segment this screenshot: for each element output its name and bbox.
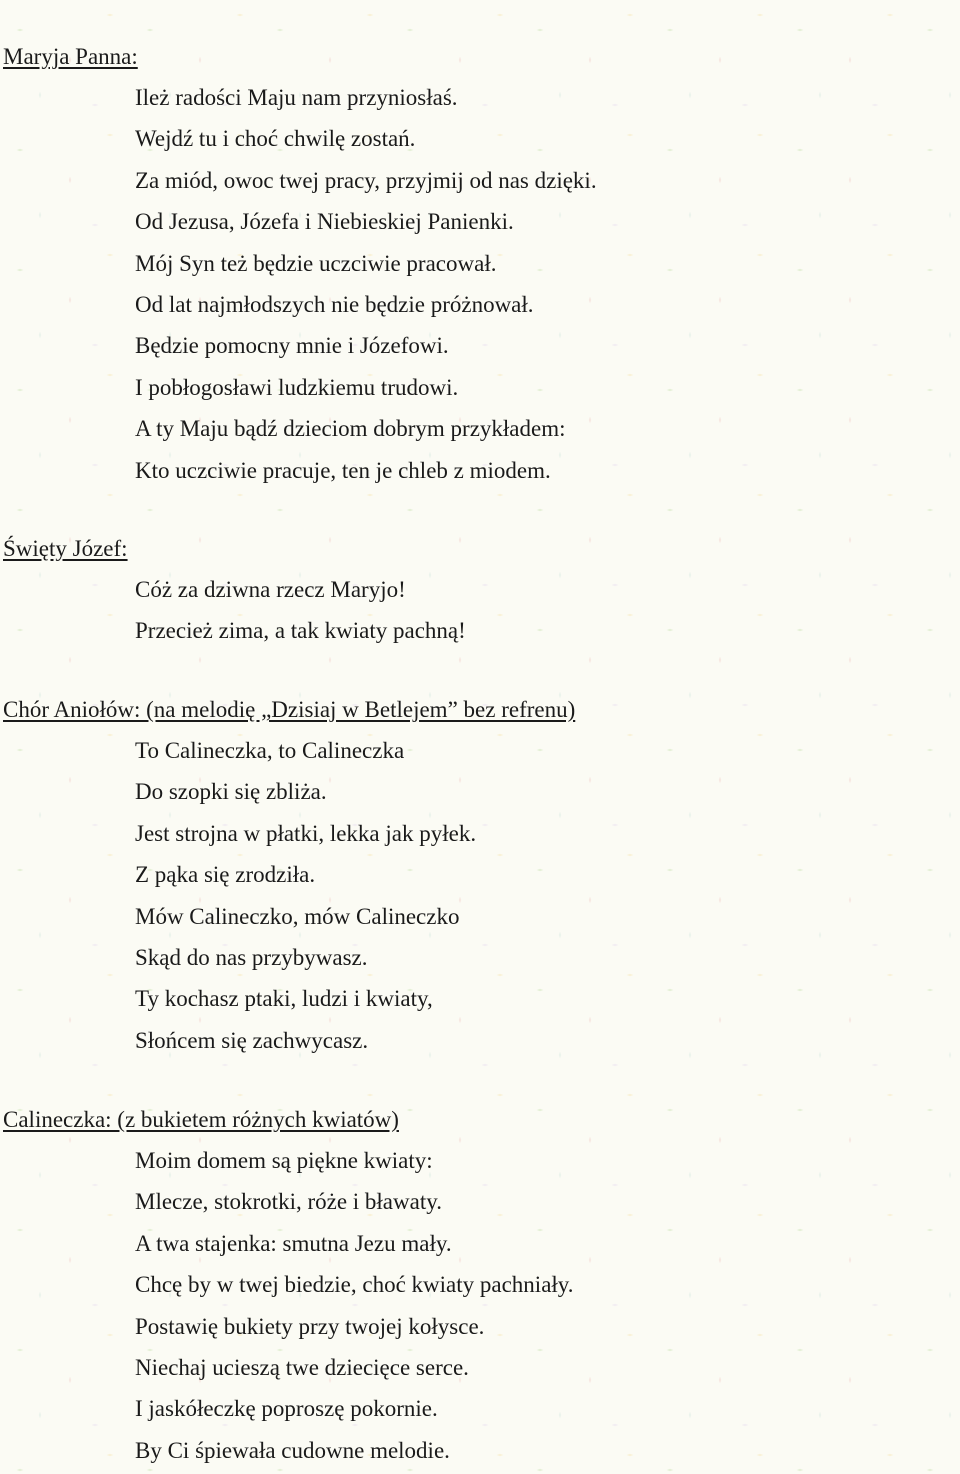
verse-line: I jaskółeczkę poproszę pokornie. — [135, 1396, 438, 1422]
verse-line: Mów Calineczko, mów Calineczko — [135, 903, 460, 929]
verse-line: Będzie pomocny mnie i Józefowi. — [135, 333, 449, 359]
verse-line: Słońcem się zachwycasz. — [135, 1027, 369, 1053]
verse-lines — [0, 77, 960, 491]
verse-lines — [0, 730, 960, 1061]
verse-line: Postawię bukiety przy twojej kołysce. — [135, 1313, 485, 1339]
verse-line: To Calineczka, to Calineczka — [135, 738, 405, 763]
verse-line: Mlecze, stokrotki, róże i bławaty. — [135, 1189, 442, 1215]
verse-line: Od Jezusa, Józefa i Niebieskiej Panienki. — [135, 209, 514, 235]
section-calineczka — [0, 1099, 960, 1471]
verse-line: By Ci śpiewała cudowne melodie. — [135, 1437, 450, 1463]
speaker-heading: Święty Józef: — [3, 536, 128, 561]
verse-line: Jest strojna w płatki, lekka jak pyłek. — [135, 820, 477, 846]
verse-line: A ty Maju bądź dzieciom dobrym przykładem: — [135, 416, 566, 442]
section-maryja-panna — [0, 36, 960, 491]
verse-line: Kto uczciwie pracuje, ten je chleb z miodem. — [135, 457, 551, 483]
verse-lines — [0, 1140, 960, 1471]
verse-line: Ileż radości Maju nam przyniosłaś. — [135, 85, 458, 110]
verse-lines — [0, 569, 960, 652]
section-swiety-jozef — [0, 528, 960, 652]
speaker-heading: Calineczka: (z bukietem różnych kwiatów) — [3, 1107, 399, 1132]
verse-line: Za miód, owoc twej pracy, przyjmij od nas dzięki. — [135, 167, 597, 193]
verse-line: Cóż za dziwna rzecz Maryjo! — [135, 577, 406, 602]
verse-line: Mój Syn też będzie uczciwie pracował. — [135, 250, 497, 276]
verse-line: Z pąka się zrodziła. — [135, 862, 316, 888]
verse-line: Chcę by w twej biedzie, choć kwiaty pachniały. — [135, 1272, 574, 1298]
verse-line: Niechaj ucieszą twe dziecięce serce. — [135, 1354, 469, 1380]
speaker-heading: Chór Aniołów: (na melodię „Dzisiaj w Betlejem” bez refrenu) — [3, 697, 576, 722]
verse-line: Ty kochasz ptaki, ludzi i kwiaty, — [135, 986, 433, 1012]
verse-line: Wejdź tu i choć chwilę zostań. — [135, 126, 416, 152]
verse-line: Od lat najmłodszych nie będzie próżnował. — [135, 291, 534, 317]
section-chor-aniolow — [0, 689, 960, 1061]
verse-line: Do szopki się zbliża. — [135, 779, 327, 805]
verse-line: I pobłogosławi ludzkiemu trudowi. — [135, 374, 459, 400]
verse-line: A twa stajenka: smutna Jezu mały. — [135, 1230, 452, 1256]
verse-line: Skąd do nas przybywasz. — [135, 944, 368, 970]
speaker-heading: Maryja Panna: — [3, 44, 138, 69]
verse-line: Moim domem są piękne kwiaty: — [135, 1148, 433, 1173]
verse-line: Przecież zima, a tak kwiaty pachną! — [135, 618, 466, 644]
